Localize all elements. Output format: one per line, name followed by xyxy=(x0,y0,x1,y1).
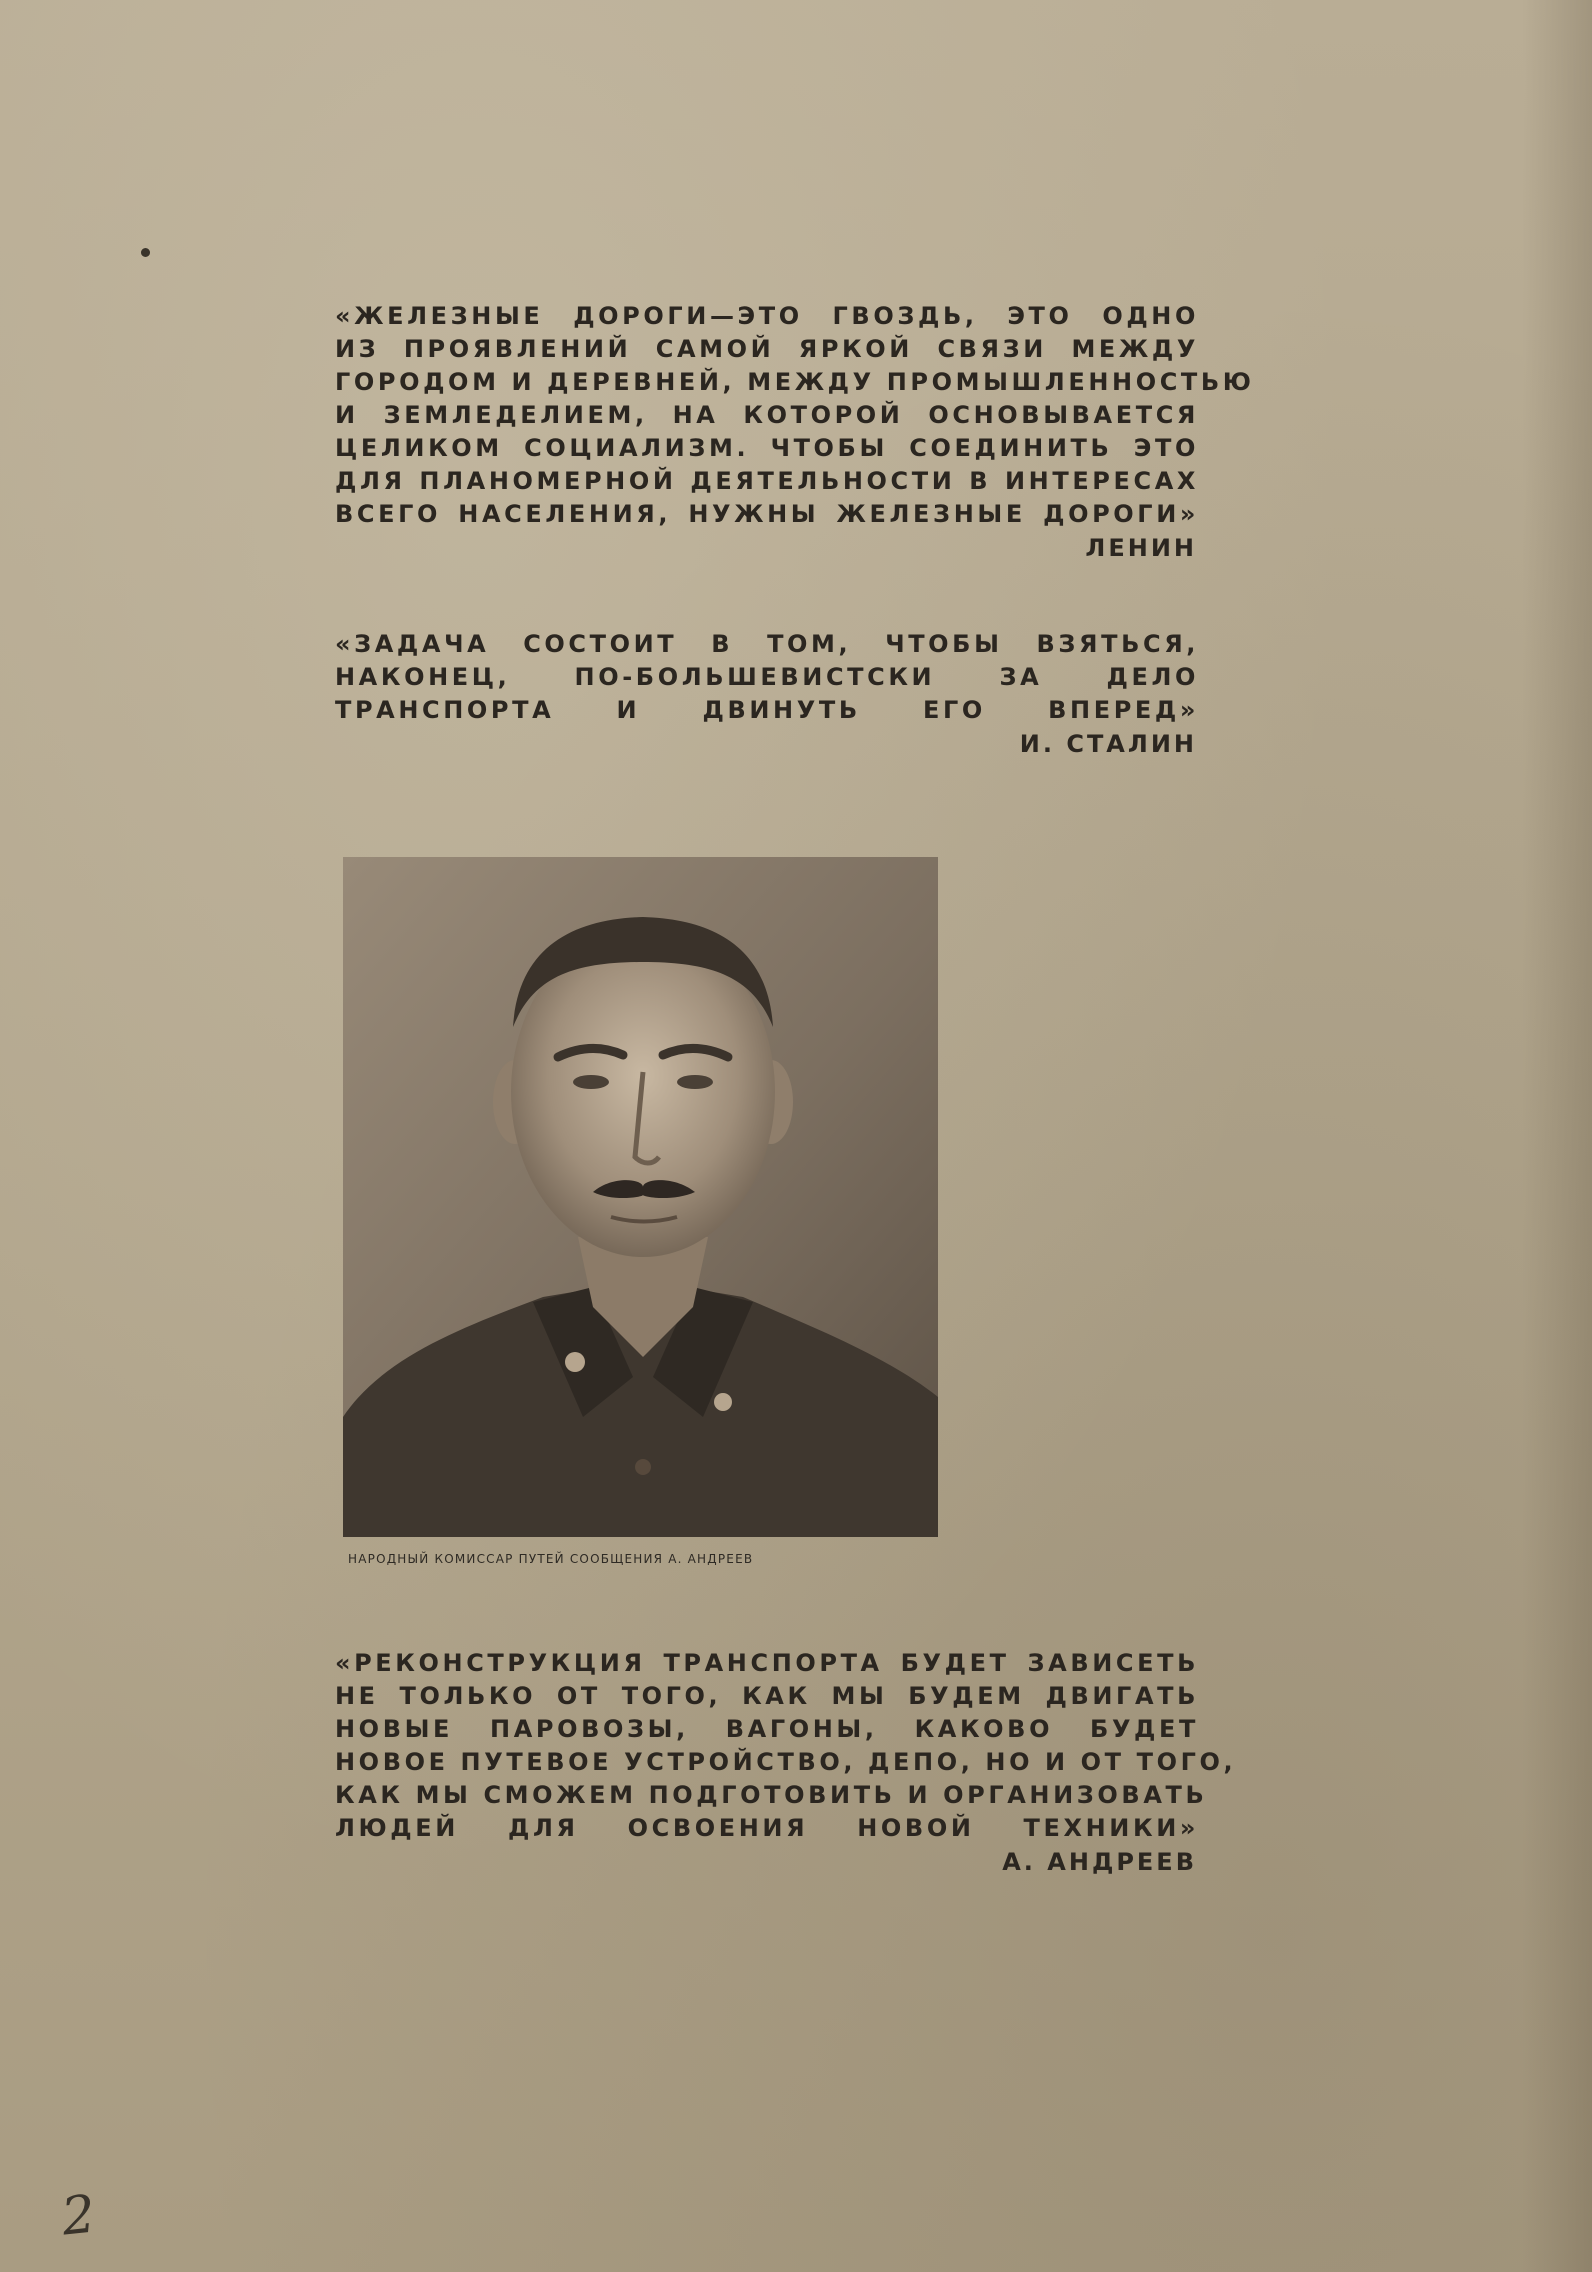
quote-line: НЕ ТОЛЬКО ОТ ТОГО, КАК МЫ БУДЕМ ДВИГАТЬ xyxy=(335,1682,1199,1710)
quote-line: КАК МЫ СМОЖЕМ ПОДГОТОВИТЬ И ОРГАНИЗОВАТЬ xyxy=(335,1781,1208,1809)
paper-speck xyxy=(141,248,150,257)
quote-andreev xyxy=(335,1647,1237,1879)
quote-line: ТРАНСПОРТА И ДВИНУТЬ ЕГО ВПЕРЕД» xyxy=(335,696,1199,724)
quote-line: «ЗАДАЧА СОСТОИТ В ТОМ, ЧТОБЫ ВЗЯТЬСЯ, xyxy=(335,630,1199,658)
quote-line: ЦЕЛИКОМ СОЦИАЛИЗМ. ЧТОБЫ СОЕДИНИТЬ ЭТО xyxy=(335,434,1199,462)
quote-line: ИЗ ПРОЯВЛЕНИЙ САМОЙ ЯРКОЙ СВЯЗИ МЕЖДУ xyxy=(335,335,1199,363)
quote-line: ДЛЯ ПЛАНОМЕРНОЙ ДЕЯТЕЛЬНОСТИ В ИНТЕРЕСАХ xyxy=(335,467,1199,495)
quote-line: ГОРОДОМ И ДЕРЕВНЕЙ, МЕЖДУ ПРОМЫШЛЕННОСТЬЮ xyxy=(335,368,1255,396)
quote-line: ВСЕГО НАСЕЛЕНИЯ, НУЖНЫ ЖЕЛЕЗНЫЕ ДОРОГИ» xyxy=(335,500,1199,528)
paper-edge-shade xyxy=(1522,0,1592,2272)
portrait-photo xyxy=(343,857,938,1537)
quote-line: ЛЮДЕЙ ДЛЯ ОСВОЕНИЯ НОВОЙ ТЕХНИКИ» xyxy=(335,1814,1199,1842)
quote-line: НАКОНЕЦ, ПО-БОЛЬШЕВИСТСКИ ЗА ДЕЛО xyxy=(335,663,1199,691)
quote-line: «ЖЕЛЕЗНЫЕ ДОРОГИ—ЭТО ГВОЗДЬ, ЭТО ОДНО xyxy=(335,302,1199,330)
quote-line: НОВОЕ ПУТЕВОЕ УСТРОЙСТВО, ДЕПО, НО И ОТ ТОГО, xyxy=(335,1748,1237,1776)
quote-line: НОВЫЕ ПАРОВОЗЫ, ВАГОНЫ, КАКОВО БУДЕТ xyxy=(335,1715,1199,1743)
quote-author: И. СТАЛИН xyxy=(1019,730,1197,758)
portrait-caption: НАРОДНЫЙ КОМИССАР ПУТЕЙ СООБЩЕНИЯ А. АНДРЕЕВ xyxy=(348,1552,754,1566)
quote-stalin xyxy=(335,628,1199,761)
quote-line: И ЗЕМЛЕДЕЛИЕМ, НА КОТОРОЙ ОСНОВЫВАЕТСЯ xyxy=(335,401,1199,429)
quote-author: А. АНДРЕЕВ xyxy=(1002,1848,1197,1876)
quote-lenin xyxy=(335,300,1255,565)
page-number: 2 xyxy=(58,2184,99,2248)
quote-author: ЛЕНИН xyxy=(1085,534,1197,562)
portrait-illustration xyxy=(343,857,938,1537)
quote-line: «РЕКОНСТРУКЦИЯ ТРАНСПОРТА БУДЕТ ЗАВИСЕТЬ xyxy=(335,1649,1199,1677)
